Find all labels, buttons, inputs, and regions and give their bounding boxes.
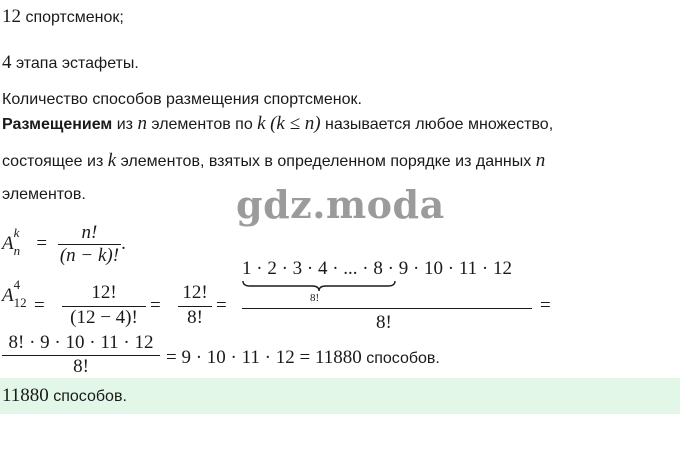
text-consisting-of: состоящее из (2, 153, 108, 170)
text-called-any-set: называется любое множество, (320, 116, 554, 133)
text-relay-stages: этапа эстафеты. (11, 55, 139, 72)
equals-3: = (216, 295, 227, 316)
equals-sign: = (36, 232, 48, 254)
symbol-A: A (2, 232, 14, 254)
formula-arrangement-general (2, 222, 126, 267)
number-12: 12 (2, 6, 21, 27)
fraction-12-over-8 (178, 282, 212, 329)
var-n-2: n (535, 150, 546, 171)
text-elements-taken: элементов, взятых в определенном порядке из данных (116, 153, 536, 170)
sub-12: 12 (13, 294, 27, 310)
result-expression: = 9 · 10 · 11 · 12 = 11880 (166, 347, 362, 368)
number-4: 4 (2, 52, 12, 73)
line-relay-stages (2, 52, 139, 74)
var-n: n (137, 113, 147, 134)
sup-4: 4 (13, 276, 21, 292)
f1-denominator: (12 − 4)! (70, 307, 138, 328)
f2-denominator: 8! (187, 307, 203, 328)
big-fraction-bar (242, 308, 532, 309)
answer-unit: способов. (48, 388, 127, 405)
line-question (2, 91, 362, 109)
line-sportswomen-count (2, 6, 124, 28)
fraction-8fact-product (2, 332, 160, 378)
underbrace-label: 8! (310, 292, 320, 304)
f2-numerator: 12! (182, 282, 208, 303)
formula-A-12-4 (2, 276, 34, 310)
fraction-general (58, 222, 121, 267)
sup-k: k (13, 224, 20, 240)
braced-product: 1 · 2 · 3 · 4 · ... · 8 (242, 258, 383, 279)
term-arrangement: Размещением (2, 116, 113, 133)
big-denominator: 8! (376, 312, 392, 333)
text-question: Количество способов размещения спортсменок. (2, 91, 362, 108)
text-elements-end: элементов. (2, 186, 86, 203)
fraction-denominator: (n − k)! (59, 245, 120, 266)
formula3-result (166, 347, 440, 369)
equals-4: = (540, 295, 551, 316)
text-from: из (112, 116, 138, 133)
f1-numerator: 12! (91, 282, 117, 303)
answer-number: 11880 (2, 385, 49, 406)
answer-box (0, 378, 680, 414)
condition-k-le-n: (k ≤ n) (270, 113, 321, 134)
period: . (121, 232, 126, 254)
fraction-12-over-8-factorial-expanded (62, 282, 146, 329)
text-sportswomen: спортсменок; (21, 9, 124, 26)
underbrace-icon (242, 280, 396, 292)
product-rest: · 9 · 10 · 11 · 12 (382, 258, 512, 279)
var-k-2: k (107, 150, 117, 171)
big-numerator (242, 258, 512, 280)
result-unit: способов. (361, 350, 440, 367)
text-elements-by: элементов по (146, 116, 258, 133)
line-definition-3 (2, 186, 86, 204)
line-definition-2 (2, 150, 545, 172)
var-k: k (257, 113, 266, 134)
watermark-logo: gdz.moda (236, 182, 445, 227)
line-definition-1 (2, 113, 553, 135)
equals-1: = (34, 295, 45, 316)
sub-n: n (13, 242, 21, 258)
fraction-numerator: n! (81, 222, 98, 243)
equals-2: = (150, 295, 161, 316)
symbol-A-2: A (2, 285, 14, 306)
answer-text (2, 385, 127, 407)
f3-denominator: 8! (73, 356, 89, 377)
f3-numerator: 8! · 9 · 10 · 11 · 12 (8, 332, 154, 353)
